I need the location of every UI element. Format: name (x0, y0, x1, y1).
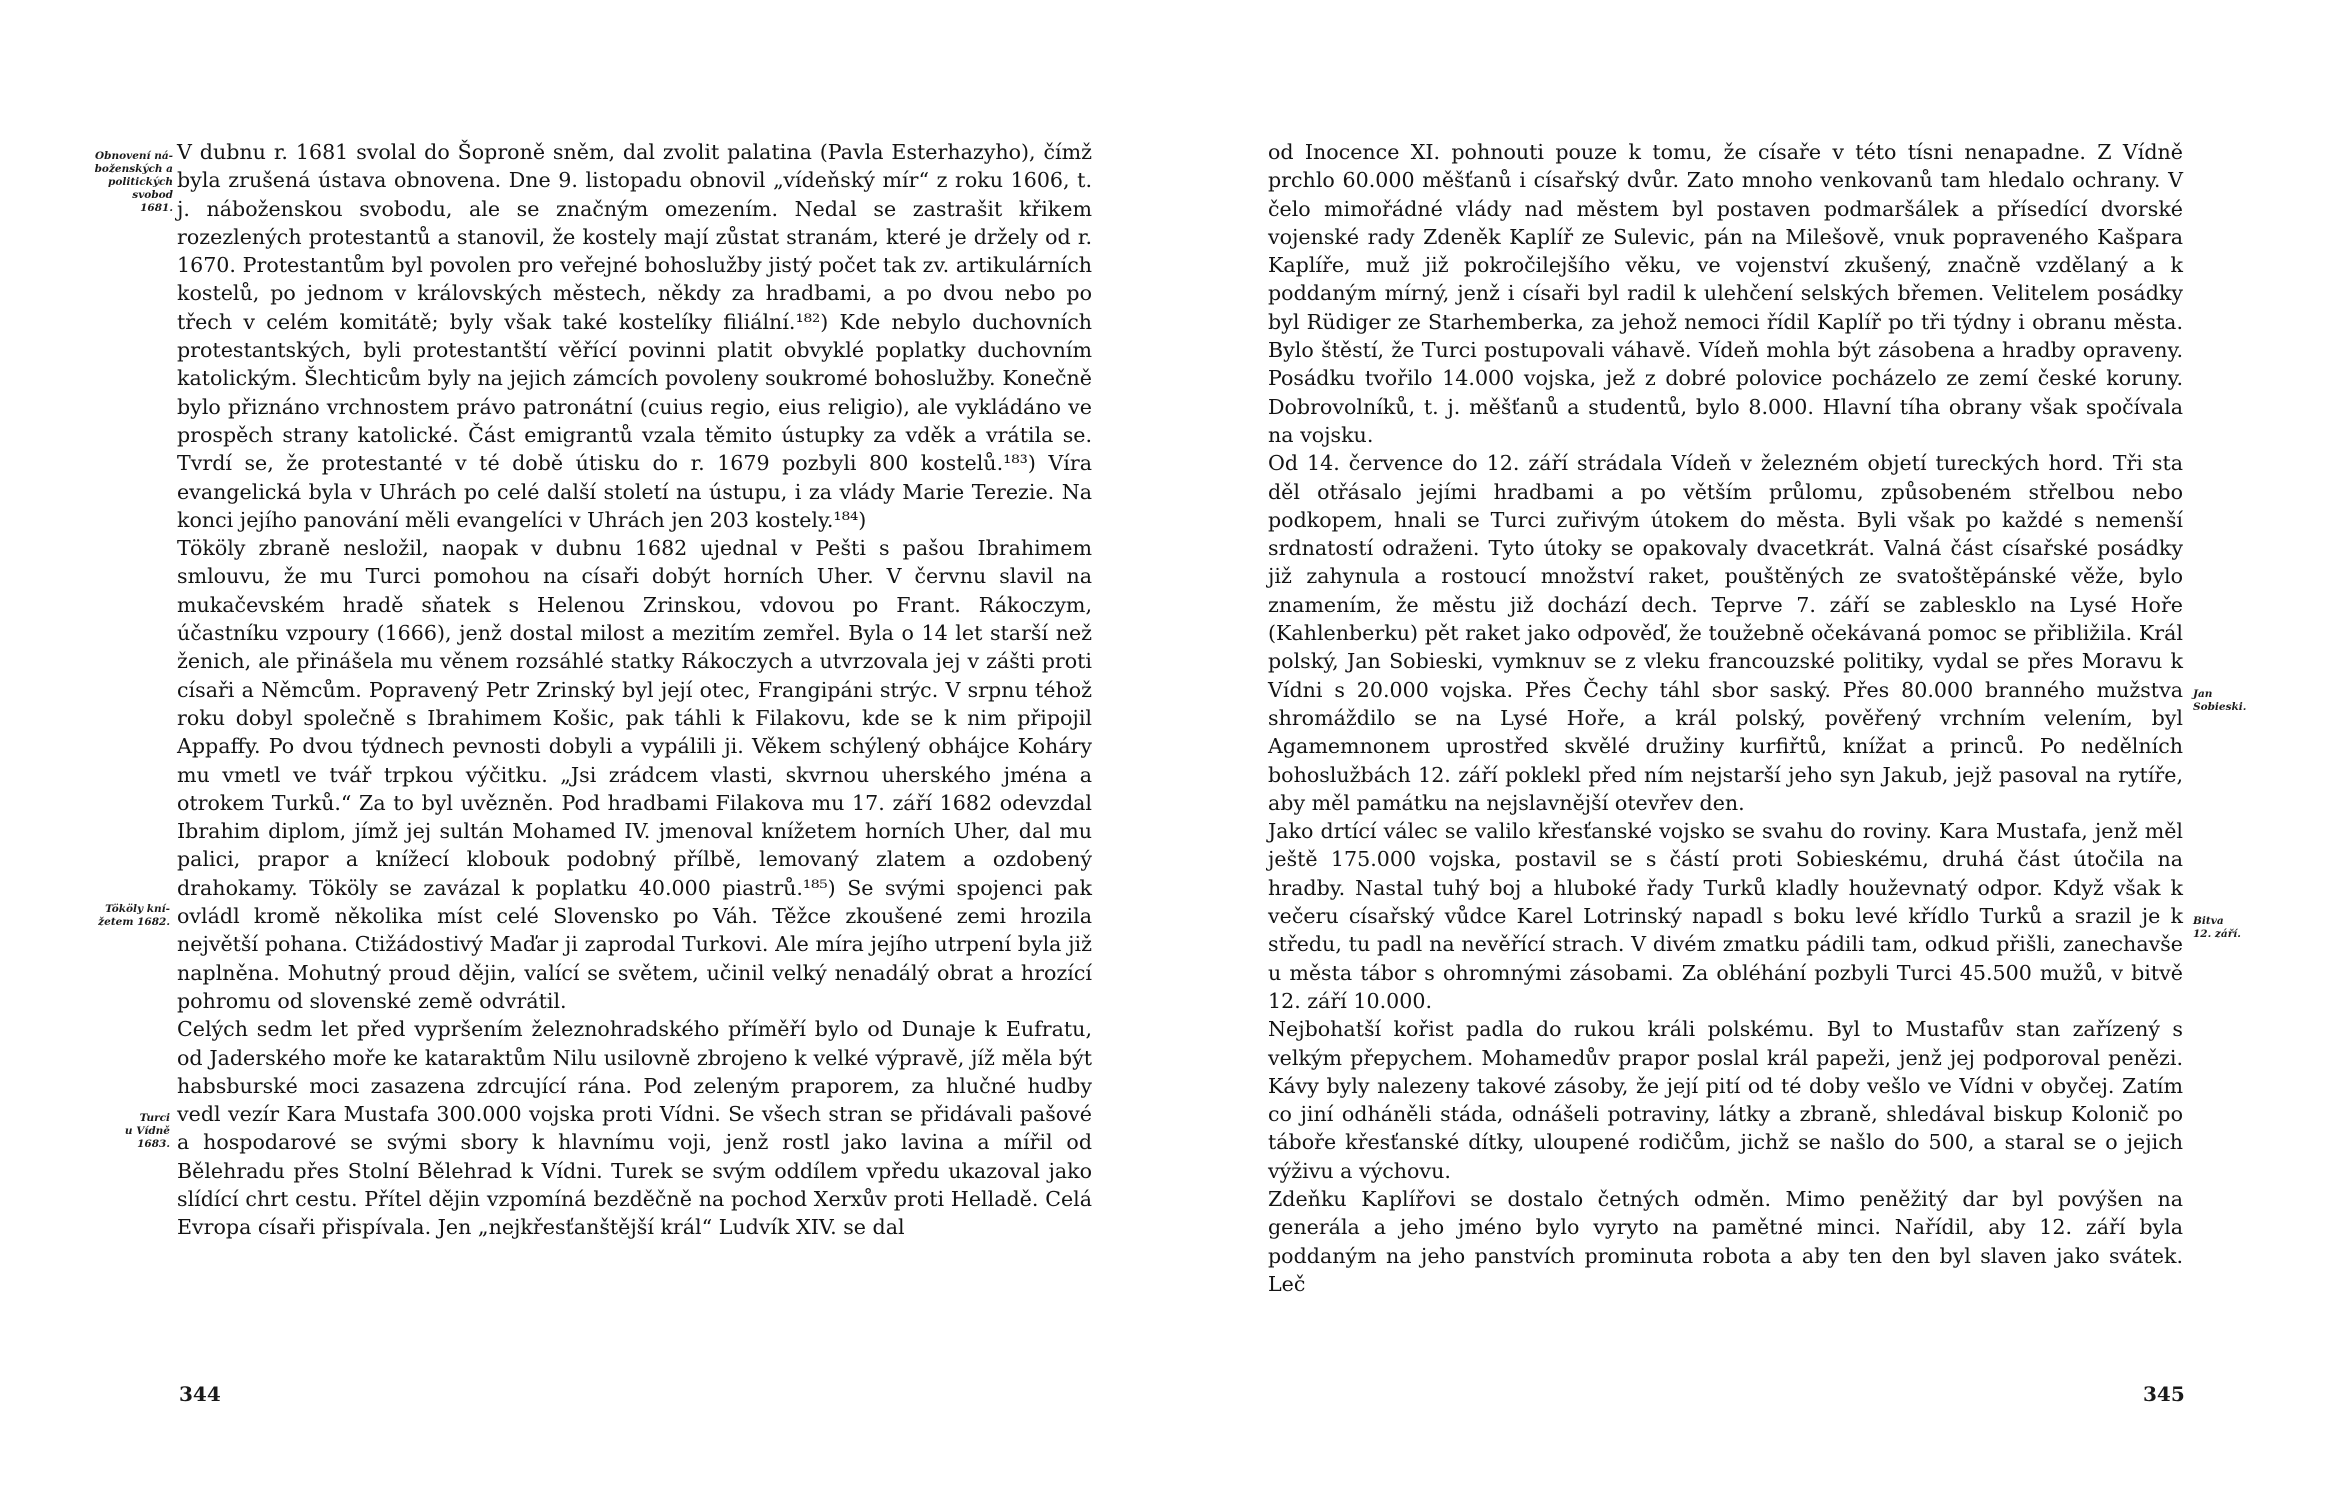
right-text-column (1268, 138, 2183, 1298)
margin-note-jan-sobieski: Jan Sobieski. (2193, 688, 2247, 713)
margin-note-obnoveni: Obnovení ná- boženských a politických svobod 1681. (94, 150, 173, 214)
paragraph: Tököly zbraně nesložil, naopak v dubnu 1682 ujednal v Pešti s pašou Ibrahimem smlouvu, že mu Turci pomohou na císaři dobýt horních Uher. V červnu slavil na mukačevském hradě sňatek s Helenou Zrinskou, vdovou po Frant. Rákoczym, účastníku vzpoury (1666), jenž dostal milost a mezitím zemřel. Byla o 14 let starší než ženich, ale přinášela mu věnem rozsáhlé statky Rákoczych a utvrzovala jej v zášti proti císaři a Němcům. Popravený Petr Zrinský byl její otec, Frangipáni strýc. V srpnu téhož roku dobyl společně s Ibrahimem Košic, pak táhli k Filakovu, kde se k nim připojil Appaffy. Po dvou týdnech pevnosti dobyli a vypálili ji. Věkem schýlený obhájce Koháry mu vmetl ve tvář trpkou výčitku. „Jsi zrádcem vlasti, skvrnou uherského jména a otrokem Turků.“ Za to byl uvězněn. Pod hradbami Filakova mu 17. září 1682 odevzdal Ibrahim diplom, jímž jej sultán Mohamed IV. jmenoval knížetem horních Uher, dal mu palici, prapor a knížecí klobouk podobný přílbě, lemovaný zlatem a ozdobený drahokamy. Tököly se zavázal k poplatku 40.000 piastrů.¹⁸⁵) Se svými spojenci pak ovládl kromě několika míst celé Slovensko po Váh. Těžce zkoušené zemi hrozila největší pohana. Ctižádostivý Maďar ji zaprodal Turkovi. Ale míra jejího utrpení byla již naplněna. Mohutný proud dějin, valící se světem, učinil velký nenadálý obrat a hrozící pohromu od slovenské země odvrátil. (177, 536, 1092, 1013)
paragraph: Zdeňku Kaplířovi se dostalo četných odměn. Mimo peněžitý dar byl povýšen na generála a jeho jméno bylo vyryto na pamětné minci. Nařídil, aby 12. září byla poddaným na jeho panstvích prominuta robota a aby ten den byl slaven jako svátek. Leč (1268, 1186, 2183, 1296)
paragraph: Jako drtící válec se valilo křesťanské vojsko se svahu do roviny. Kara Mustafa, jenž měl ještě 175.000 vojska, postavil se s částí proti Sobieskému, druhá část útočila na hradby. Nastal tuhý boj a hluboké řady Turků kladly houževnatý odpor. Když však k večeru císařský vůdce Karel Lotrinský napadl s boku levé křídlo Turků a srazil je k středu, tu padl na nevěřící strach. V divém zmatku pádili tam, odkud přišli, zanechavše u města tábor s ohromnými zásobami. Za obléhání pozbyli Turci 45.500 mužů, v bitvě 12. září 10.000. (1268, 819, 2183, 1013)
right-page (1163, 0, 2326, 1500)
margin-note-turci: Turci u Vídně 1683. (124, 1112, 170, 1150)
margin-note-tokoly: Tököly kní- žetem 1682. (98, 903, 170, 928)
left-text-column (177, 138, 1092, 1242)
page-number-right: 345 (2143, 1382, 2185, 1406)
margin-note-bitva: Bitva 12. září. (2193, 915, 2241, 940)
paragraph: Nejbohatší kořist padla do rukou králi polskému. Byl to Mustafův stan zařízený s velkým přepychem. Mohamedův prapor poslal král papeži, jenž jej podporoval penězi. Kávy byly nalezeny takové zásoby, že její pití od té doby vešlo ve Vídni v obyčej. Zatím co jiní odháněli stáda, odnášeli potraviny, látky a zbraně, shledával biskup Kolonič po táboře křesťanské dítky, uloupené rodičům, jichž se našlo do 500, a staral se o jejich výživu a výchovu. (1268, 1017, 2183, 1183)
paragraph: Od 14. července do 12. září strádala Vídeň v železném objetí tureckých hord. Tři sta děl otřásalo jejími hradbami a po větším průlomu, způsobeném střelbou nebo podkopem, hnali se Turci zuřivým útokem do města. Byli však po každé s nemenší srdnatostí odraženi. Tyto útoky se opakovaly dvacetkrát. Valná část císařské posádky již zahynula a rostoucí množství raket, pouštěných ze svatoštěpánské věže, bylo znamením, že městu již dochází dech. Teprve 7. září se zablesklo na Lysé Hoře (Kahlenberku) pět raket jako odpověď, že toužebně očekávaná pomoc se přibližila. Král polský, Jan Sobieski, vymknuv se z vleku francouzské politiky, vydal se přes Moravu k Vídni s 20.000 vojska. Přes Čechy táhl sbor saský. Přes 80.000 branného mužstva shromáždilo se na Lysé Hoře, a král polský, pověřený vrchním velením, byl Agamemnonem uprostřed skvělé družiny kurfiřtů, knížat a princů. Po nedělních bohoslužbách 12. září poklekl před ním nejstarší jeho syn Jakub, jejž pasoval na rytíře, aby měl památku na nejslavnější otevřev den. (1268, 451, 2183, 815)
paragraph: V dubnu r. 1681 svolal do Šoproně sněm, dal zvolit palatina (Pavla Esterhazyho), čímž byla zrušená ústava obnovena. Dne 9. listopadu obnovil „vídeňský mír“ z roku 1606, t. j. náboženskou svobodu, ale se značným omezením. Nedal se zastrašit křikem rozezlených protestantů a stanovil, že kostely mají zůstat stranám, které je držely od r. 1670. Protestantům byl povolen pro veřejné bohoslužby jistý počet tak zv. artikulárních kostelů, po jednom v královských městech, někdy za hradbami, a po dvou nebo po třech v celém komitátě; byly však také kostelíky filiální.¹⁸²) Kde nebylo duchovních protestantských, byli protestantští věřící povinni platit obvyklé poplatky duchovním katolickým. Šlechticům byly na jejich zámcích povoleny soukromé bohoslužby. Konečně bylo přiznáno vrchnostem právo patronátní (cuius regio, eius religio), ale vykládáno ve prospěch strany katolické. Část emigrantů vzala těmito ústupky za vděk a vrátila se. Tvrdí se, že protestanté v té době útisku do r. 1679 pozbyli 800 kostelů.¹⁸³) Víra evangelická byla v Uhrách po celé další století na ústupu, i za vlády Marie Terezie. Na konci jejího panování měli evangelíci v Uhrách jen 203 kostely.¹⁸⁴) (177, 140, 1092, 532)
page-number-left: 344 (179, 1382, 221, 1406)
paragraph: od Inocence XI. pohnouti pouze k tomu, že císaře v této tísni nenapadne. Z Vídně prchlo 60.000 měšťanů i císařský dvůr. Zato mnoho venkovanů tam hledalo ochrany. V čelo mimořádné vlády nad městem byl postaven podmaršálek a přísedící dvorské vojenské rady Zdeněk Kaplíř ze Sulevic, pán na Milešově, vnuk popraveného Kašpara Kaplíře, muž již pokročilejšího věku, ve vojenství zkušený, značně vzdělaný a k poddaným mírný, jenž i císaři byl radil k ulehčení selských břemen. Velitelem posádky byl Rüdiger ze Starhemberka, za jehož nemoci řídil Kaplíř po tři týdny i obranu města. Bylo štěstí, že Turci postupovali váhavě. Vídeň mohla být zásobena a hradby opraveny. Posádku tvořilo 14.000 vojska, jež z dobré polovice pocházelo ze zemí české koruny. Dobrovolníků, t. j. měšťanů a studentů, bylo 8.000. Hlavní tíha obrany však spočívala na vojsku. (1268, 140, 2183, 447)
paragraph: Celých sedm let před vypršením železnohradského příměří bylo od Dunaje k Eufratu, od Jaderského moře ke kataraktům Nilu usilovně zbrojeno k velké výpravě, jíž měla být habsburské moci zasazena zdrcující rána. Pod zeleným praporem, za hlučné hudby vedl vezír Kara Mustafa 300.000 vojska proti Vídni. Se všech stran se přidávali pašové a hospodarové se svými sbory k hlavnímu voji, jenž rostl jako lavina a mířil od Bělehradu přes Stolní Bělehrad k Vídni. Turek se svým oddílem vpředu ukazoval jako slídící chrt cestu. Přítel dějin vzpomíná bezděčně na pochod Xerxův proti Helladě. Celá Evropa císaři přispívala. Jen „nejkřesťanštější král“ Ludvík XIV. se dal (177, 1017, 1092, 1240)
